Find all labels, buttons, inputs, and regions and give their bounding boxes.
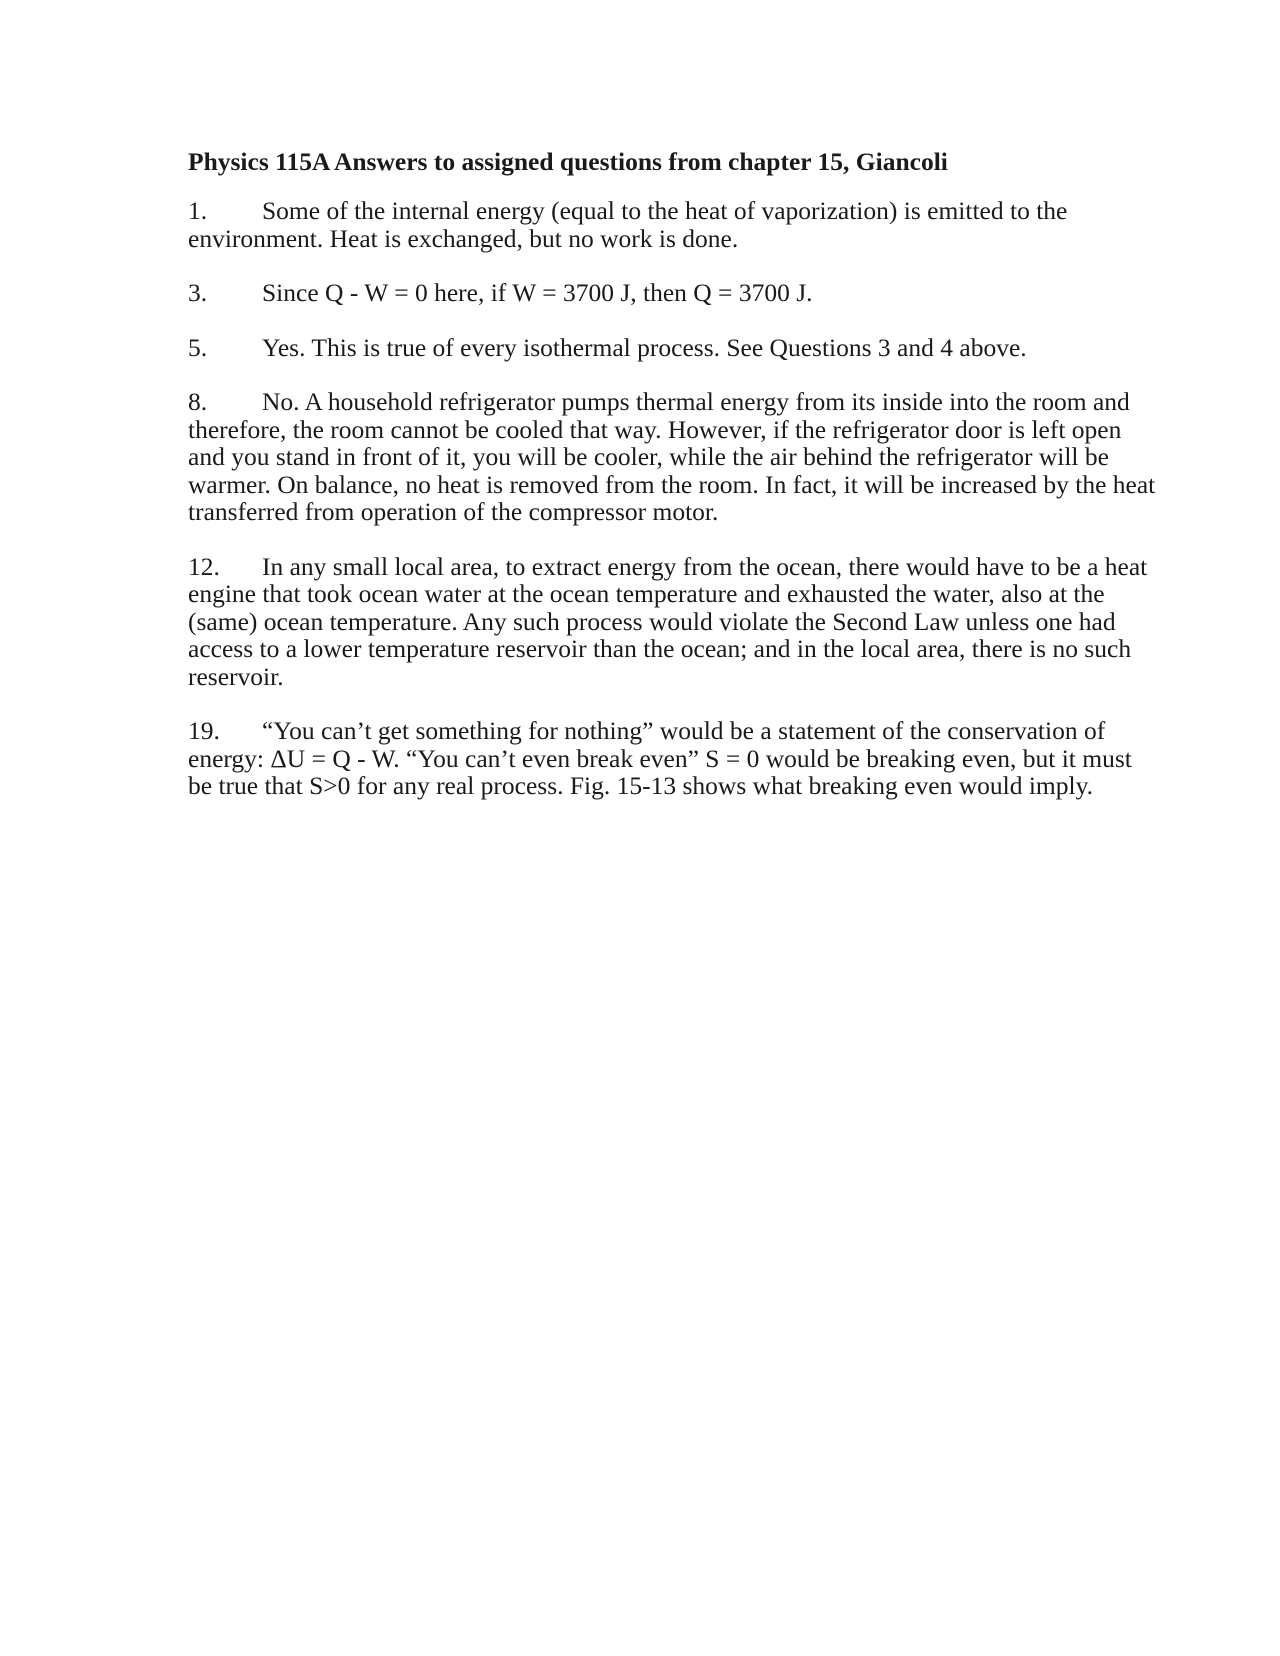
document-body [188,148,1162,827]
answer-number: 3. [188,278,208,307]
document-title: Physics 115A Answers to assigned questions from chapter 15, Giancoli [188,147,948,176]
answer-text: “You can’t get something for nothing” would be a statement of the conservation of energy: ΔU = Q - W. “You can’t even break even” S = 0 would be breaking even, but it must be true that S>0 for any real process. Fig. 15-13 shows what breaking even would imply. [188,716,1132,800]
answer-1 [188,197,1162,252]
answer-text: In any small local area, to extract energy from the ocean, there would have to be a heat engine that took ocean water at the ocean temperature and exhausted the water, also at the (same) ocean temperature. Any such process would violate the Second Law unless one had access to a lower temperature reservoir than the ocean; and in the local area, there is no such reservoir. [188,551,1148,691]
answer-text: Some of the internal energy (equal to the heat of vaporization) is emitted to the environment. Heat is exchanged, but no work is done. [188,196,1068,253]
answer-number: 12. [188,551,220,581]
answer-text: Since Q - W = 0 here, if W = 3700 J, then Q = 3700 J. [262,278,813,307]
answer-number: 8. [188,387,208,416]
answer-5 [188,334,1162,362]
answer-text: Yes. This is true of every isothermal process. See Questions 3 and 4 above. [262,332,1027,362]
answer-number: 5. [188,332,208,362]
answer-3 [188,279,1162,307]
answer-19 [188,717,1162,800]
answer-12 [188,553,1162,691]
answer-8 [188,388,1162,526]
answer-number: 19. [188,716,220,745]
answer-number: 1. [188,196,208,225]
answer-text: No. A household refrigerator pumps thermal energy from its inside into the room and therefore, the room cannot be cooled that way. However, if the refrigerator door is left open and you stand in front of it, you will be cooler, while the air behind the refrigerator will be warmer. On balance, no heat is removed from the room. In fact, it will be increased by the heat transferred from operation of the compressor motor. [188,387,1156,526]
